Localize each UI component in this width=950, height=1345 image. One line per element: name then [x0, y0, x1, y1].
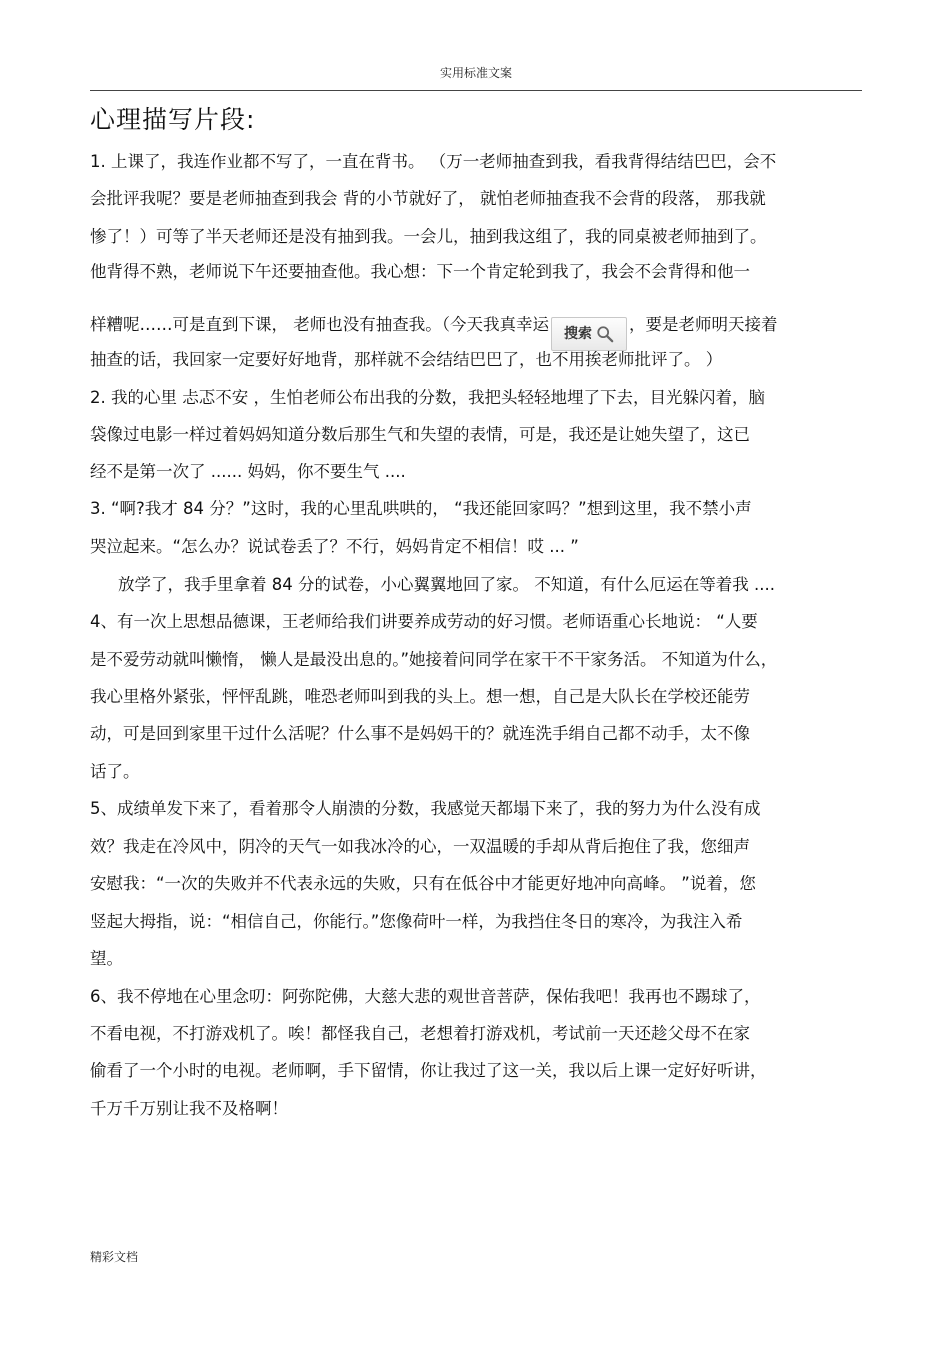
- page-footer: 精彩文档: [90, 1250, 139, 1264]
- text-line: 他背得不熟，老师说下午还要抽查他。我心想：下一个肯定轮到我了，我会不会背得和他一: [90, 262, 750, 281]
- text-line: 竖起大拇指，说：“相信自己，你能行。”您像荷叶一样，为我挡住冬日的寒冷，为我注入希: [90, 912, 743, 931]
- magnifier-icon: [596, 325, 614, 343]
- page-title: 心理描写片段:: [90, 105, 256, 134]
- text-line: 效？我走在冷风中，阴冷的天气一如我冰冷的心，一双温暖的手却从背后抱住了我，您细声: [90, 837, 750, 856]
- text-line: 1. 上课了，我连作业都不写了，一直在背书。 （万一老师抽查到我，看我背得结结巴巴，会不: [90, 152, 777, 171]
- text-line: 偷看了一个小时的电视。老师啊，手下留情，你让我过了这一关，我以后上课一定好好听讲，: [90, 1061, 767, 1080]
- text-line-with-search: [90, 314, 870, 351]
- text-segment: ，要是老师明天接着: [629, 315, 778, 334]
- search-button[interactable]: [551, 317, 627, 351]
- text-line: 抽查的话，我回家一定要好好地背，那样就不会结结巴巴了，也不用挨老师批评了。 ）: [90, 350, 723, 369]
- text-line: 动，可是回到家里干过什么活呢？什么事不是妈妈干的？就连洗手绢自己都不动手，太不像: [90, 724, 750, 743]
- header-divider: [90, 90, 862, 91]
- text-line: 3. “啊?我才 84 分？”这时，我的心里乱哄哄的， “我还能回家吗？”想到这里，我不禁小声: [90, 499, 752, 518]
- text-line: 不看电视，不打游戏机了。唉！都怪我自己，老想着打游戏机，考试前一天还趁父母不在家: [90, 1024, 750, 1043]
- text-line: 惨了！）可等了半天老师还是没有抽到我。一会儿，抽到我这组了，我的同桌被老师抽到了。: [90, 227, 767, 246]
- text-line: 经不是第一次了 ...... 妈妈，你不要生气 ....: [90, 462, 406, 481]
- text-line: 2. 我的心里 忐忑不安 ，生怕老师公布出我的分数，我把头轻轻地埋了下去，目光躲闪着，脑: [90, 388, 765, 407]
- text-line: 4、有一次上思想品德课，王老师给我们讲要养成劳动的好习惯。老师语重心长地说： “人要: [90, 612, 758, 631]
- text-line: 安慰我：“一次的失败并不代表永远的失败，只有在低谷中才能更好地冲向高峰。 ”说着，您: [90, 874, 756, 893]
- text-segment: 样糟呢……可是直到下课， 老师也没有抽查我。（今天我真幸运: [90, 315, 549, 334]
- text-line: 放学了，我手里拿着 84 分的试卷，小心翼翼地回了家。 不知道，有什么厄运在等着我 ....: [118, 575, 775, 594]
- text-line: 是不爱劳动就叫懒惰， 懒人是最没出息的。”她接着问同学在家干不干家务活。 不知道为什么，: [90, 650, 778, 669]
- search-button-label: 搜索: [564, 326, 592, 342]
- text-line: 望。: [90, 949, 123, 968]
- text-line: 我心里格外紧张，怦怦乱跳，唯恐老师叫到我的头上。想一想，自己是大队长在学校还能劳: [90, 687, 750, 706]
- text-line: 6、我不停地在心里念叨：阿弥陀佛，大慈大悲的观世音菩萨，保佑我吧！我再也不踢球了，: [90, 987, 761, 1006]
- text-line: 千万千万别让我不及格啊！: [90, 1099, 288, 1118]
- text-line: 5、成绩单发下来了，看着那令人崩溃的分数，我感觉天都塌下来了，我的努力为什么没有成: [90, 799, 761, 818]
- text-line: 袋像过电影一样过着妈妈知道分数后那生气和失望的表情，可是，我还是让她失望了，这已: [90, 425, 750, 444]
- text-line: 话了。: [90, 762, 140, 781]
- text-line: 会批评我呢？要是老师抽查到我会 背的小节就好了， 就怕老师抽查我不会背的段落， 那我就: [90, 189, 766, 208]
- text-line: 哭泣起来。“怎么办？说试卷丢了？不行，妈妈肯定不相信！哎 ... ”: [90, 537, 579, 556]
- page-header: 实用标准文案: [439, 66, 512, 80]
